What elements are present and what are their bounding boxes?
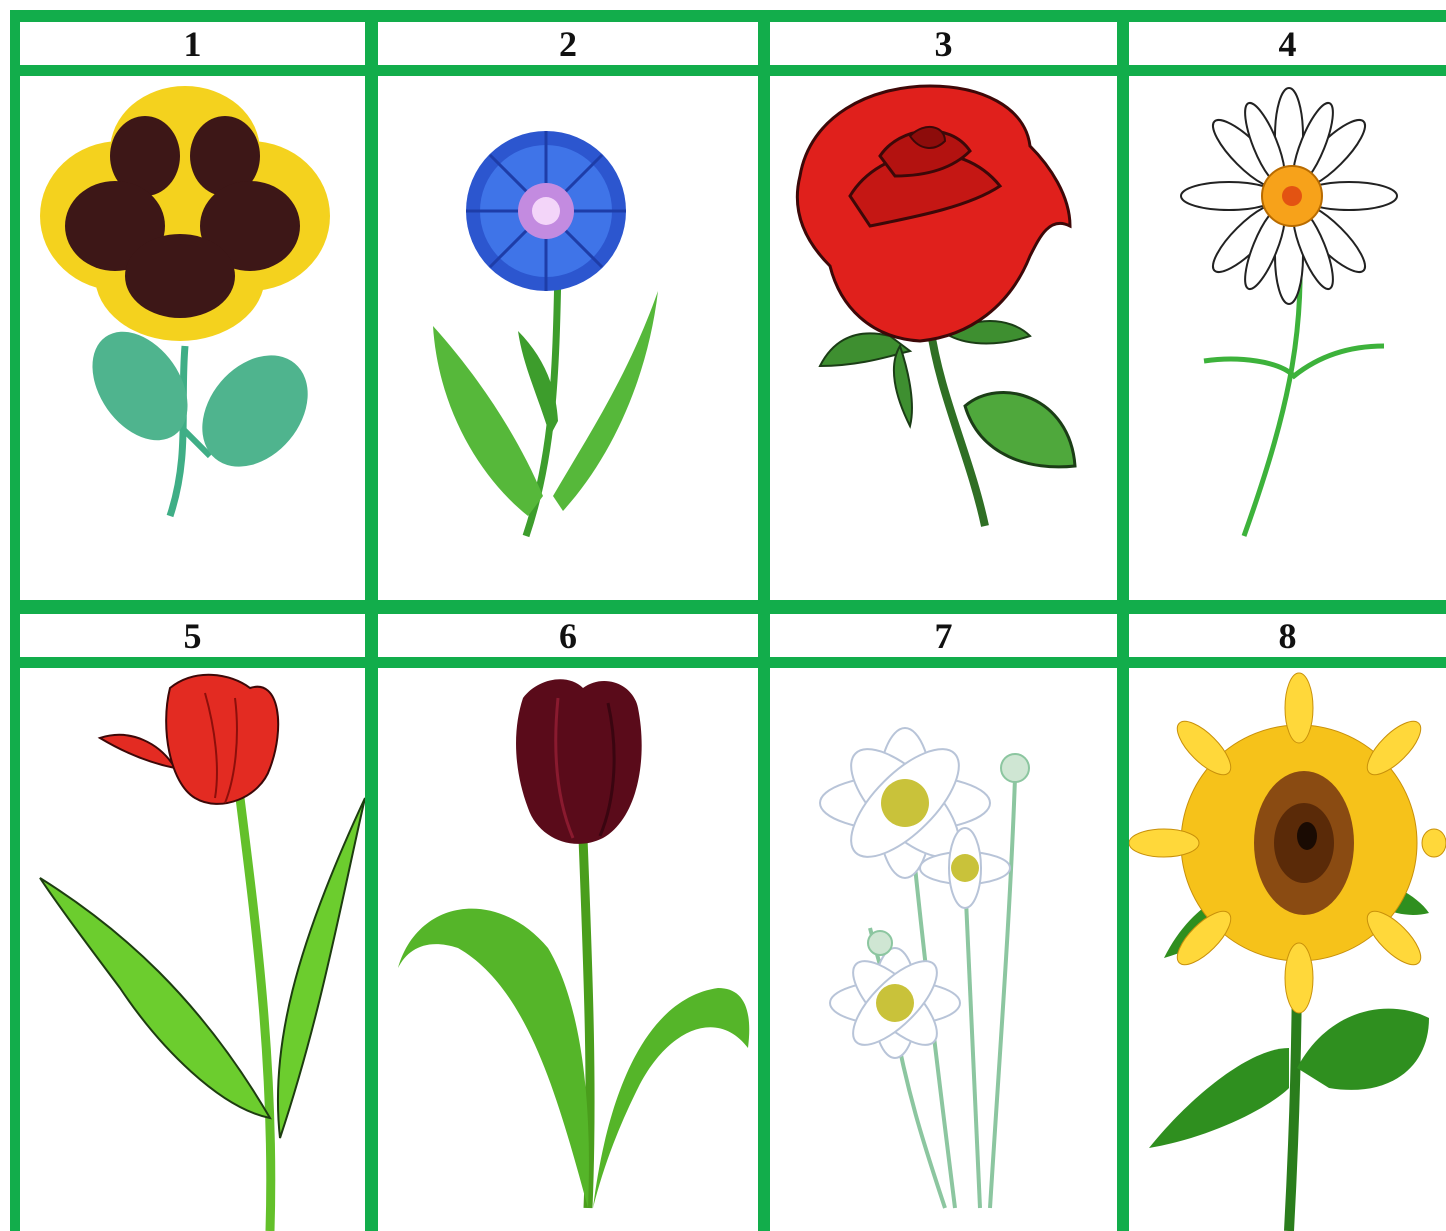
rose-icon — [770, 76, 1117, 600]
card-image-2 — [378, 76, 758, 600]
card-image-5 — [20, 668, 365, 1231]
daisy-icon — [1129, 76, 1446, 600]
chamomile-icon — [770, 668, 1117, 1231]
card-number-7: 7 — [770, 614, 1117, 657]
cornflower-icon — [378, 76, 758, 600]
card-image-4 — [1129, 76, 1446, 600]
card-image-1 — [20, 76, 365, 600]
sunflower-icon — [1129, 668, 1446, 1231]
card-number-4: 4 — [1129, 22, 1446, 65]
card-number-3: 3 — [770, 22, 1117, 65]
red-tulip-icon — [20, 668, 365, 1231]
card-number-1: 1 — [20, 22, 365, 65]
card-number-6: 6 — [378, 614, 758, 657]
card-number-5: 5 — [20, 614, 365, 657]
card-image-6 — [378, 668, 758, 1231]
pansy-icon — [20, 76, 365, 600]
card-number-2: 2 — [378, 22, 758, 65]
dark-tulip-icon — [378, 668, 758, 1231]
flower-grid — [10, 10, 1446, 1231]
card-image-3 — [770, 76, 1117, 600]
card-image-7 — [770, 668, 1117, 1231]
card-image-8 — [1129, 668, 1446, 1231]
card-number-8: 8 — [1129, 614, 1446, 657]
